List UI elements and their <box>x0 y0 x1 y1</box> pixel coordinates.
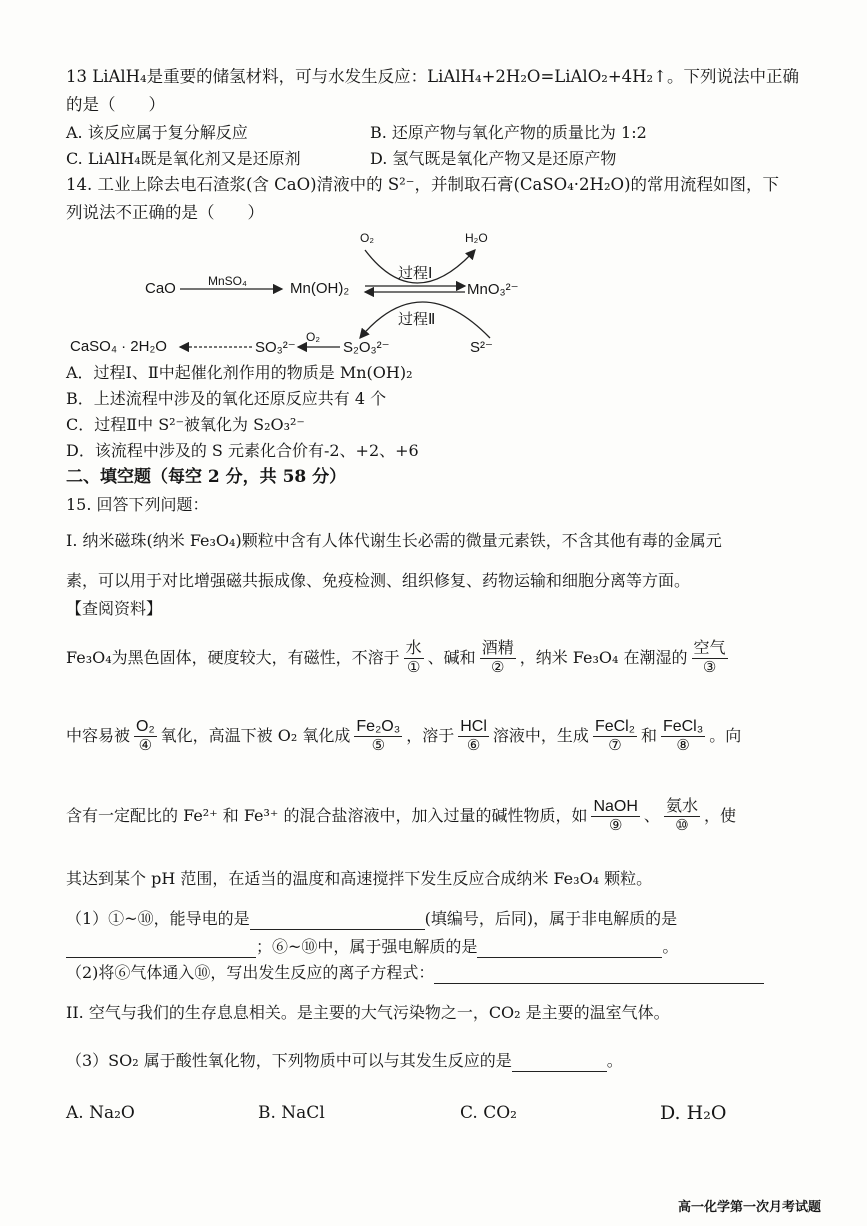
h2o-top-label: H₂O <box>465 231 488 245</box>
sub3-line: （3）SO₂ 属于酸性氧化物，下列物质中可以与其发生反应的是 。 <box>66 1051 623 1070</box>
answer-blank-conductive[interactable] <box>250 911 425 930</box>
mnso4-label: MnSO₄ <box>208 274 247 288</box>
sub1-line2: ；⑥~⑩中，属于强电解质的是 。 <box>66 936 678 958</box>
q13-option-b: B. 还原产物与氧化产物的质量比为 1:2 <box>370 123 647 142</box>
ref-para-line3: 含有一定配比的 Fe²⁺ 和 Fe³⁺ 的混合盐溶液中，加入过量的碱性物质，如 $\frac{\text{NaOH}}{\text{⑨}}$ 、 $\frac{\text{氨水}}{\text{⑩}}$ ，使 <box>66 797 736 835</box>
process-2-label: 过程Ⅱ <box>398 311 436 328</box>
q14-option-b: B．上述流程中涉及的氧化还原反应共有 4 个 <box>66 389 387 408</box>
ref-para-line4: 其达到某个 pH 范围，在适当的温度和高速搅拌下发生反应合成纳米 Fe₃O₄ 颗粒。 <box>66 869 653 888</box>
q13-stem-line2: 的是（ ） <box>66 95 165 114</box>
ref-para-line2: 中容易被 $\frac{\text{O₂}}{\text{④}}$ 氧化，高温下被 O₂ 氧化成 $\frac{\text{Fe₂O₃}}{\text{⑤}}$ ，溶于 $\frac{\text{HCl}}{\text{⑥}}$ 溶液中，生成 $\frac{\text{FeCl₂}}{\text{⑦}}$ 和 $\frac{\text{FeCl₃}}{\text{⑧}}$ 。向 <box>66 717 742 755</box>
cao-label: CaO <box>145 280 176 297</box>
q14-option-a: A．过程Ⅰ、Ⅱ中起催化剂作用的物质是 Mn(OH)₂ <box>66 363 413 382</box>
sub2-line: （2)将⑥气体通入⑩，写出发生反应的离子方程式： <box>66 962 764 984</box>
caso4-label: CaSO₄ · 2H₂O <box>70 338 167 355</box>
part1-line1: I. 纳米磁珠(纳米 Fe₃O₄)颗粒中含有人体代谢生长必需的微量元素铁，不含其他有毒的金属元 <box>66 531 722 550</box>
process-1-label: 过程Ⅰ <box>398 265 433 282</box>
q14-stem-line1: 14. 工业上除去电石渣浆(含 CaO)清液中的 S²⁻，并制取石膏(CaSO₄·2H₂O)的常用流程如图，下 <box>66 175 780 194</box>
section-heading: 二、填空题（每空 2 分，共 58 分） <box>66 467 347 487</box>
q3-option-b: B. NaCl <box>258 1103 325 1123</box>
part1-line2: 素，可以用于对比增强磁共振成像、免疫检测、组织修复、药物运输和细胞分离等方面。 <box>66 571 691 590</box>
q13-option-d: D. 氢气既是氧化产物又是还原产物 <box>370 149 617 168</box>
q13-stem-line1: 13 LiAlH₄是重要的储氢材料，可与水发生反应：LiAlH₄+2H₂O=LiAlO₂+4H₂↑。下列说法中正确 <box>66 67 800 86</box>
label-2: $\frac{\text{酒精}}{\text{②}}$ <box>481 639 514 677</box>
q13-option-a: A. 该反应属于复分解反应 <box>66 123 248 142</box>
q13-option-c: C. LiAlH₄既是氧化剂又是还原剂 <box>66 149 301 168</box>
label-5: $\frac{\text{Fe₂O₃}}{\text{⑤}}$ <box>356 717 401 755</box>
o2-top-label: O₂ <box>360 231 374 245</box>
answer-blank-strong-electrolyte[interactable] <box>477 939 662 958</box>
reference-title: 【查阅资料】 <box>66 599 163 618</box>
q14-option-c: C．过程Ⅱ中 S²⁻被氧化为 S₂O₃²⁻ <box>66 415 305 434</box>
label-1: $\frac{\text{水}}{\text{①}}$ <box>405 639 422 677</box>
answer-blank-ionic-equation[interactable] <box>434 965 764 984</box>
answer-blank-so2[interactable] <box>512 1053 607 1072</box>
label-8: $\frac{\text{FeCl₃}}{\text{⑧}}$ <box>662 717 704 755</box>
q3-option-a: A. Na₂O <box>66 1103 135 1123</box>
answer-blank-nonelectrolyte[interactable] <box>66 939 256 958</box>
footer-exam-title: 高一化学第一次月考试题 <box>677 1200 821 1215</box>
mnoh2-label: Mn(OH)₂ <box>290 280 350 297</box>
s2o3-label: S₂O₃²⁻ <box>343 339 390 356</box>
label-3: $\frac{\text{空气}}{\text{③}}$ <box>693 639 726 677</box>
part2-line: II. 空气与我们的生存息息相关。是主要的大气污染物之一，CO₂ 是主要的温室气体。 <box>66 1003 670 1022</box>
q15-title: 15. 回答下列问题： <box>66 495 209 514</box>
mno3-label: MnO₃²⁻ <box>467 281 519 298</box>
label-7: $\frac{\text{FeCl₂}}{\text{⑦}}$ <box>594 717 635 755</box>
s2-label: S²⁻ <box>470 339 493 356</box>
ref-para-line1: Fe₃O₄为黑色固体，硬度较大，有磁性，不溶于 $\frac{\text{水}}{\text{①}}$ 、碱和 $\frac{\text{酒精}}{\text{②}}$ ，纳米 Fe₃O₄ 在潮湿的 $\frac{\text{空气}}{\text{③}}$ <box>66 639 726 677</box>
q14-option-d: D．该流程中涉及的 S 元素化合价有-2、+2、+6 <box>66 441 419 460</box>
q3-option-d: D. H₂O <box>660 1102 727 1124</box>
label-10: $\frac{\text{氨水}}{\text{⑩}}$ <box>665 797 698 835</box>
label-6: $\frac{\text{HCl}}{\text{⑥}}$ <box>460 717 487 755</box>
q14-stem-line2: 列说法不正确的是（ ） <box>66 203 264 222</box>
o2-mid-label: O₂ <box>306 330 320 344</box>
label-9: $\frac{\text{NaOH}}{\text{⑨}}$ <box>593 797 638 835</box>
process-flow-diagram <box>60 226 530 361</box>
sub1-line1: （1）①~⑩，能导电的是 (填编号，后同)，属于非电解质的是 <box>66 909 678 928</box>
so3-label: SO₃²⁻ <box>255 339 296 356</box>
label-4: $\frac{\text{O₂}}{\text{④}}$ <box>136 717 155 755</box>
q3-option-c: C. CO₂ <box>460 1103 517 1123</box>
